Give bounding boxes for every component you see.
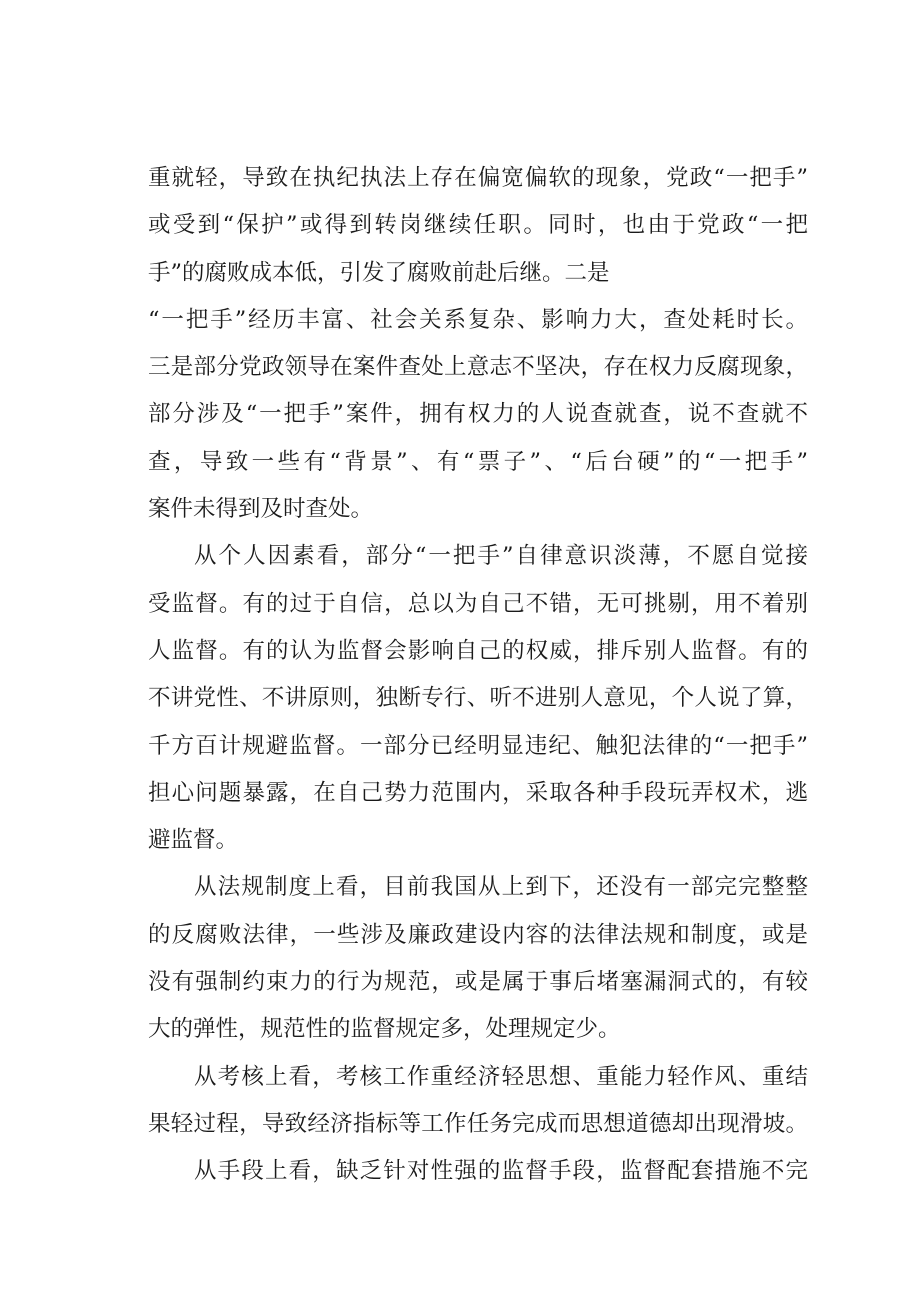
text-line: 大的弹性，规范性的监督规定多，处理规定少。 (148, 1016, 621, 1043)
text-line: 千方百计规避监督。一部分已经明显违纪、触犯法律的“一把手” (148, 732, 808, 759)
text-line: 避监督。 (148, 827, 239, 854)
text-line: 没有强制约束力的行为规范，或是属于事后堵塞漏洞式的，有较 (148, 969, 808, 996)
text-line: 三是部分党政领导在案件查处上意志不坚决，存在权力反腐现象， (148, 354, 808, 381)
text-line: 手”的腐败成本低，引发了腐败前赴后继。二是 (148, 259, 610, 286)
paragraph-first-line: 从考核上看，考核工作重经济轻思想、重能力轻作风、重结 (194, 1063, 808, 1090)
text-line: 案件未得到及时查处。 (148, 496, 374, 523)
text-line: 担心问题暴露，在自己势力范围内，采取各种手段玩弄权术，逃 (148, 779, 808, 806)
paragraph-first-line: 从手段上看，缺乏针对性强的监督手段，监督配套措施不完 (194, 1158, 808, 1185)
text-line: 人监督。有的认为监督会影响自己的权威，排斥别人监督。有的 (148, 637, 808, 664)
text-line: 不讲党性、不讲原则，独断专行、听不进别人意见，个人说了算， (148, 685, 808, 712)
text-line: 重就轻，导致在执纪执法上存在偏宽偏软的现象，党政“一把手” (148, 165, 808, 191)
text-line: 或受到“保护”或得到转岗继续任职。同时，也由于党政“一把 (148, 212, 808, 239)
text-line: 受监督。有的过于自信，总以为自己不错，无可挑剔，用不着别 (148, 590, 808, 617)
text-line: “一把手”经历丰富、社会关系复杂、影响力大，查处耗时长。 (148, 306, 808, 333)
document-body (148, 155, 808, 1196)
text-line: 部分涉及“一把手”案件，拥有权力的人说查就查，说不查就不 (148, 401, 808, 428)
paragraph-first-line: 从个人因素看，部分“一把手”自律意识淡薄，不愿自觉接 (194, 543, 808, 570)
text-line: 的反腐败法律，一些涉及廉政建设内容的法律法规和制度，或是 (148, 921, 808, 948)
text-line: 果轻过程，导致经济指标等工作任务完成而思想道德却出现滑坡。 (148, 1110, 808, 1137)
text-line: 查，导致一些有“背景”、有“票子”、“后台硬”的“一把手” (148, 448, 808, 475)
paragraph-first-line: 从法规制度上看，目前我国从上到下，还没有一部完完整整 (194, 874, 808, 901)
